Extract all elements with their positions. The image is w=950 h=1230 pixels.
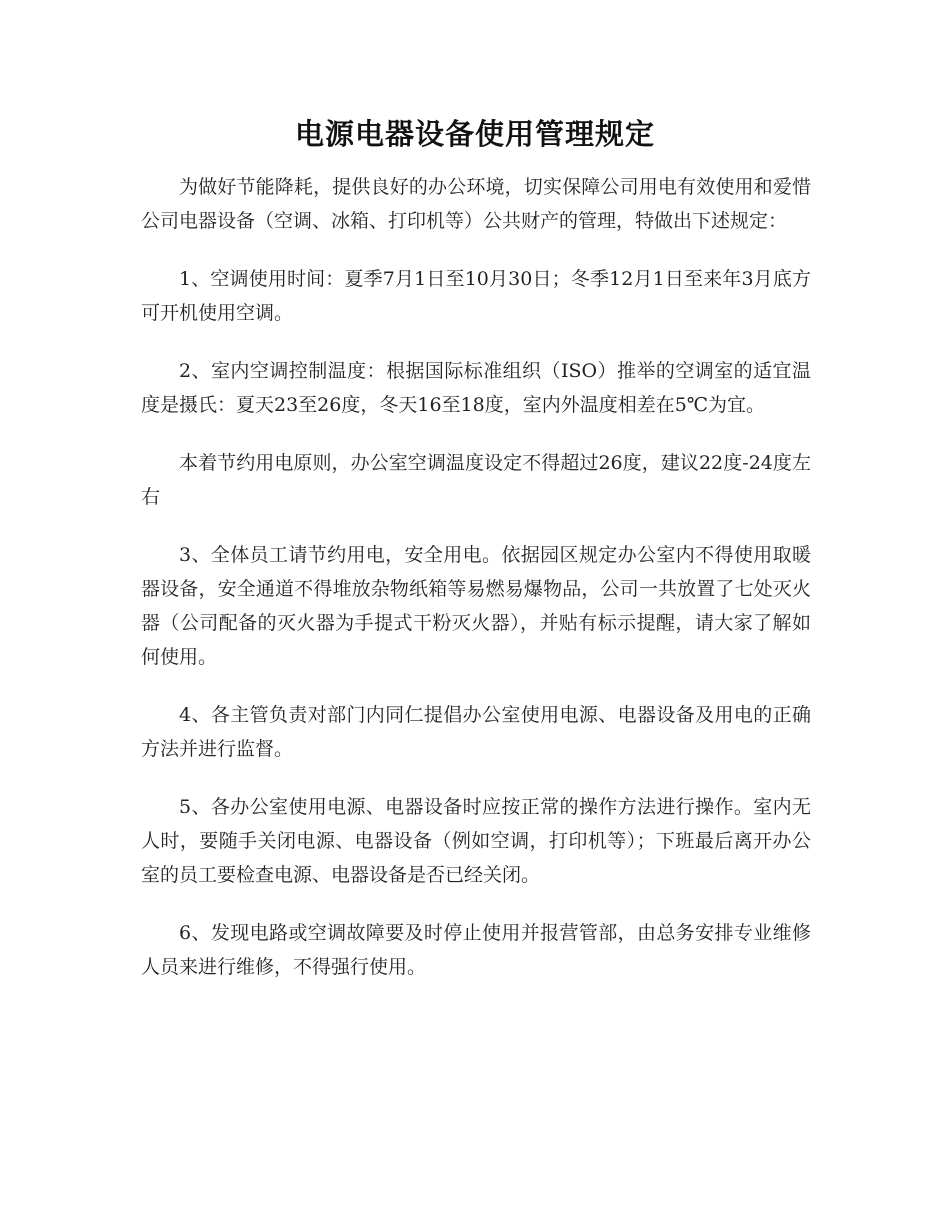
document-body bbox=[141, 170, 811, 984]
paragraph-rule-2: 2、室内空调控制温度：根据国际标准组织（ISO）推举的空调室的适宜温度是摄氏：夏天23至26度，冬天16至18度，室内外温度相差在5℃为宜。 bbox=[141, 360, 811, 416]
paragraph-intro: 为做好节能降耗，提供良好的办公环境，切实保障公司用电有效使用和爱惜公司电器设备（空调、冰箱、打印机等）公共财产的管理，特做出下述规定： bbox=[141, 176, 811, 232]
paragraph-rule-2-note: 本着节约用电原则，办公室空调温度设定不得超过26度，建议22度-24度左右 bbox=[141, 452, 811, 508]
paragraph-rule-6: 6、发现电路或空调故障要及时停止使用并报营管部，由总务安排专业维修人员来进行维修，不得强行使用。 bbox=[141, 922, 811, 978]
paragraph-rule-4: 4、各主管负责对部门内同仁提倡办公室使用电源、电器设备及用电的正确方法并进行监督。 bbox=[141, 704, 811, 760]
document-title: 电源电器设备使用管理规定 bbox=[294, 117, 655, 151]
paragraph-rule-1: 1、空调使用时间：夏季7月1日至10月30日；冬季12月1日至来年3月底方可开机使用空调。 bbox=[141, 268, 811, 324]
paragraph-rule-3: 3、全体员工请节约用电，安全用电。依据园区规定办公室内不得使用取暖器设备，安全通道不得堆放杂物纸箱等易燃易爆物品，公司一共放置了七处灭火器（公司配备的灭火器为手提式干粉灭火器），并贴有标示提醒，请大家了解如何使用。 bbox=[141, 544, 811, 668]
paragraph-rule-5: 5、各办公室使用电源、电器设备时应按正常的操作方法进行操作。室内无人时，要随手关闭电源、电器设备（例如空调，打印机等）；下班最后离开办公室的员工要检查电源、电器设备是否已经关闭。 bbox=[141, 796, 811, 886]
